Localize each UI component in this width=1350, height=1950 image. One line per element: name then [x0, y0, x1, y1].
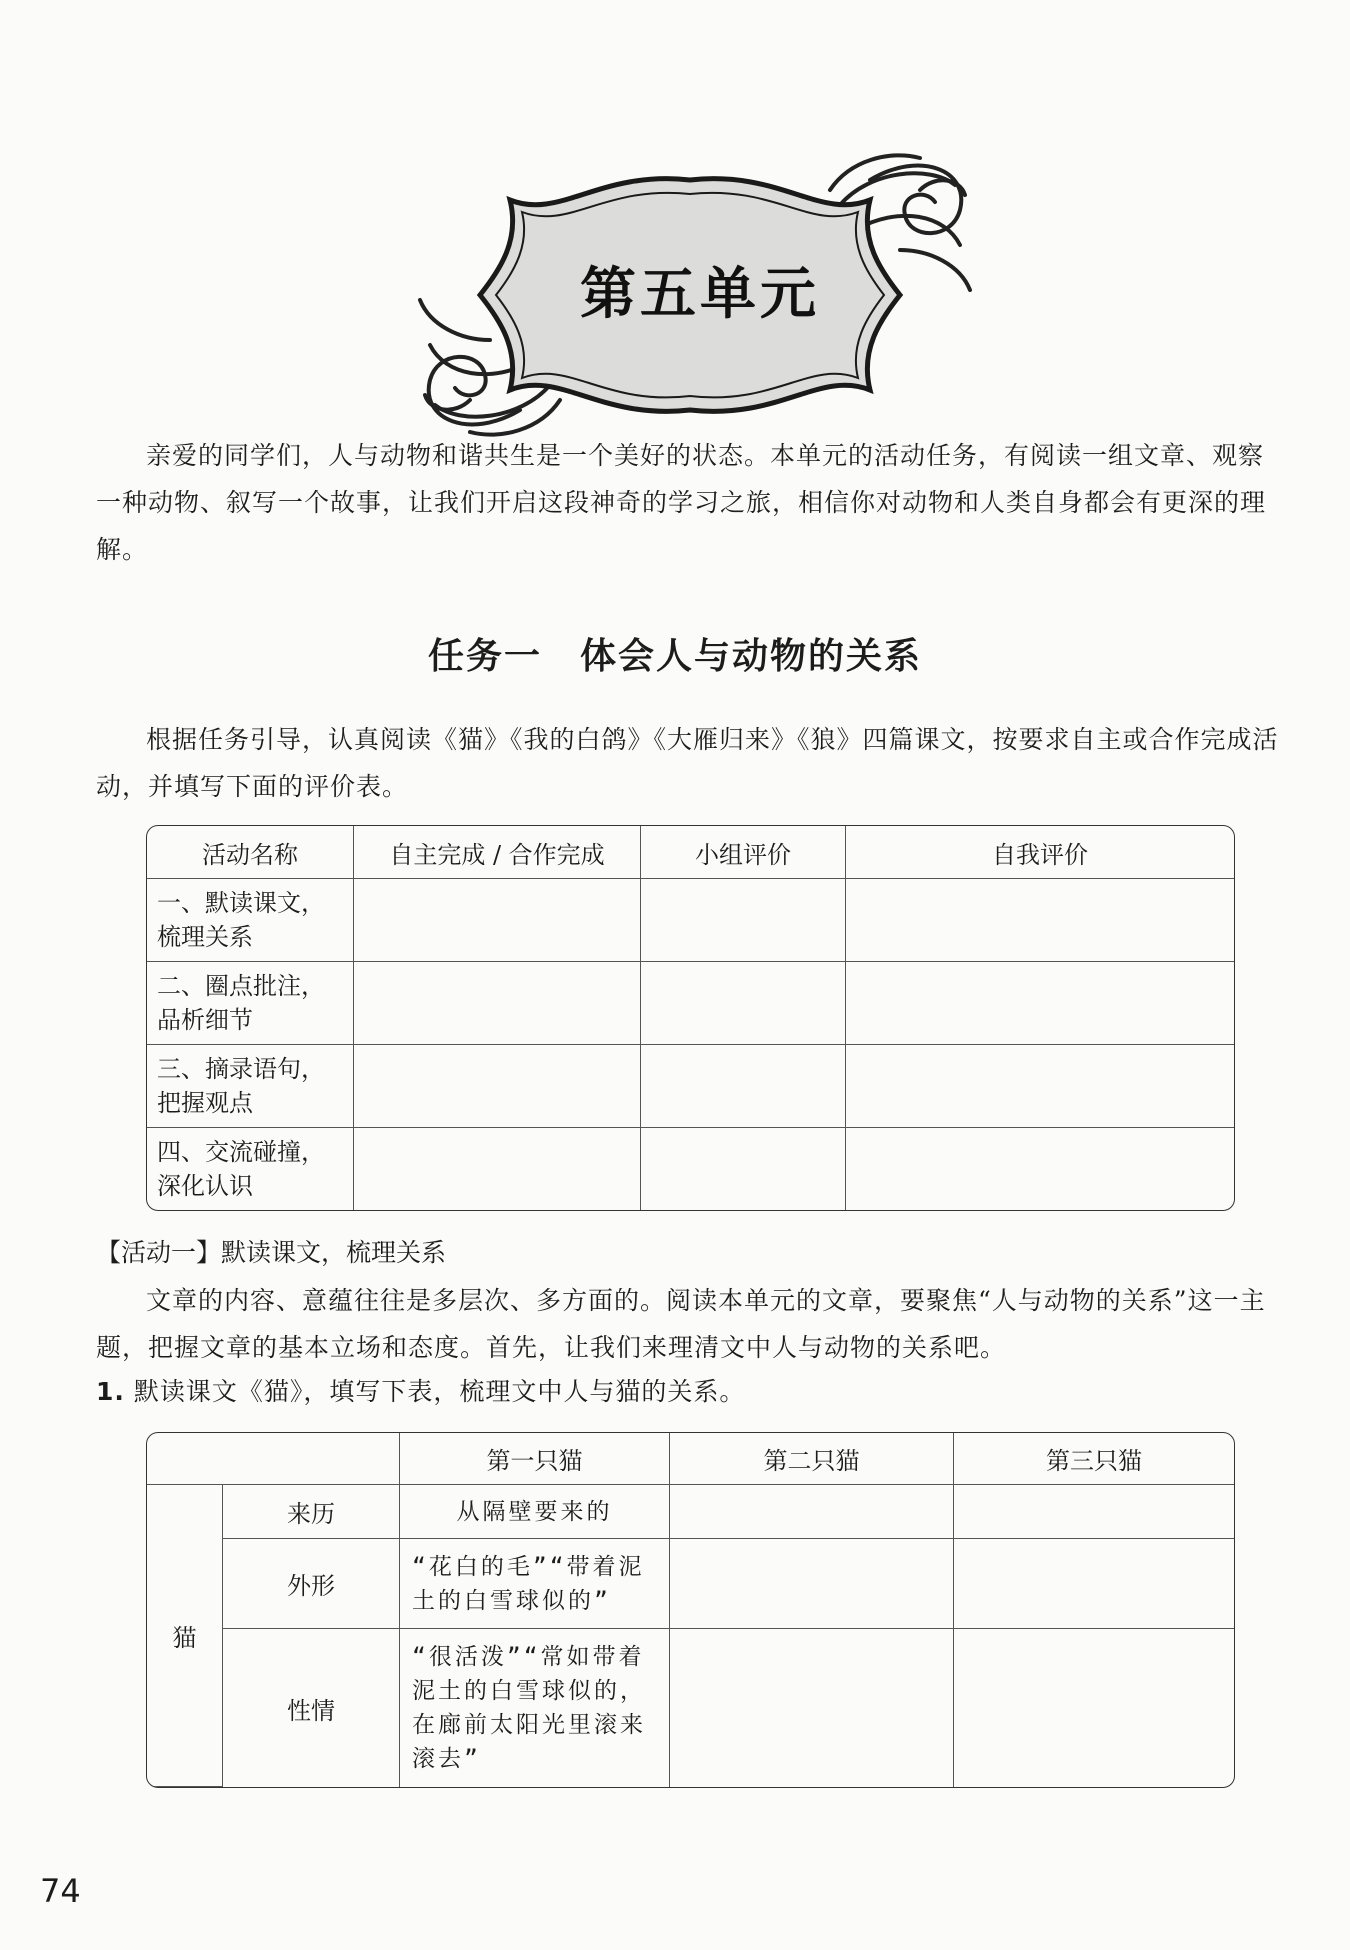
activity-name-line: 一、默读课文， — [157, 889, 325, 917]
group-eval-cell[interactable] — [641, 1045, 846, 1128]
row-label: 性情 — [223, 1629, 400, 1787]
self-eval-cell[interactable] — [846, 879, 1234, 962]
activity-name-line: 四、交流碰撞， — [157, 1138, 325, 1166]
unit-intro-paragraph: 亲爱的同学们，人与动物和谐共生是一个美好的状态。本单元的活动任务，有阅读一组文章、观察一种动物、叙写一个故事，让我们开启这段神奇的学习之旅，相信你对动物和人类自身都会有更深的理解。 — [96, 441, 1267, 564]
column-header: 自我评价 — [846, 826, 1234, 879]
column-header: 小组评价 — [641, 826, 846, 879]
question-number: 1. — [96, 1377, 125, 1406]
table-row — [147, 1539, 1234, 1629]
activity-name-cell — [147, 879, 354, 962]
cat-table — [146, 1432, 1235, 1788]
first-cat-cell: “花白的毛”“带着泥土的白雪球似的” — [400, 1539, 670, 1629]
self-eval-cell[interactable] — [846, 1128, 1234, 1210]
table-row — [147, 1629, 1234, 1787]
task-intro-paragraph: 根据任务引导，认真阅读《猫》《我的白鸽》《大雁归来》《狼》四篇课文，按要求自主或合作完成活动，并填写下面的评价表。 — [96, 725, 1279, 801]
activity-name-line: 深化认识 — [157, 1172, 253, 1200]
column-header: 活动名称 — [147, 826, 354, 879]
activity-name-line: 三、摘录语句， — [157, 1055, 325, 1083]
table-row — [147, 1128, 1234, 1210]
question-1 — [96, 1372, 745, 1408]
activity-name-cell — [147, 1128, 354, 1210]
self-eval-cell[interactable] — [846, 1045, 1234, 1128]
unit-title: 第五单元 — [580, 262, 820, 327]
activity-name-cell — [147, 1045, 354, 1128]
page-number: 74 — [40, 1872, 81, 1910]
activity-name-line: 二、圈点批注， — [157, 972, 325, 1000]
evaluation-table — [146, 825, 1235, 1211]
completion-cell[interactable] — [354, 1128, 641, 1210]
completion-cell[interactable] — [354, 1045, 641, 1128]
table-row — [147, 879, 1234, 962]
row-label: 来历 — [223, 1485, 400, 1539]
column-header: 第一只猫 — [400, 1433, 670, 1485]
task-title: 任务一 体会人与动物的关系 — [427, 635, 922, 677]
unit-banner — [400, 150, 990, 440]
second-cat-cell[interactable] — [670, 1539, 954, 1629]
table-row — [147, 1485, 1234, 1539]
third-cat-cell[interactable] — [954, 1629, 1234, 1787]
self-eval-cell[interactable] — [846, 962, 1234, 1045]
group-eval-cell[interactable] — [641, 962, 846, 1045]
activity-heading: 【活动一】默读课文，梳理关系 — [96, 1238, 447, 1267]
row-label: 外形 — [223, 1539, 400, 1629]
table-row — [147, 1045, 1234, 1128]
question-text: 默读课文《猫》，填写下表，梳理文中人与猫的关系。 — [133, 1377, 746, 1406]
blank-header-cell — [147, 1433, 400, 1485]
column-header: 第二只猫 — [670, 1433, 954, 1485]
column-header: 第三只猫 — [954, 1433, 1234, 1485]
activity-name-line: 品析细节 — [157, 1006, 253, 1034]
activity-name-cell — [147, 962, 354, 1045]
table-row — [147, 962, 1234, 1045]
table-header-row — [147, 826, 1234, 879]
group-label-cell: 猫 — [147, 1485, 223, 1787]
completion-cell[interactable] — [354, 879, 641, 962]
activity-intro-paragraph: 文章的内容、意蕴往往是多层次、多方面的。阅读本单元的文章，要聚焦“人与动物的关系”这一主题，把握文章的基本立场和态度。首先，让我们来理清文中人与动物的关系吧。 — [96, 1286, 1266, 1362]
group-eval-cell[interactable] — [641, 879, 846, 962]
column-header: 自主完成 / 合作完成 — [354, 826, 641, 879]
completion-cell[interactable] — [354, 962, 641, 1045]
second-cat-cell[interactable] — [670, 1629, 954, 1787]
activity-name-line: 梳理关系 — [157, 923, 253, 951]
second-cat-cell[interactable] — [670, 1485, 954, 1539]
group-eval-cell[interactable] — [641, 1128, 846, 1210]
table-header-row — [147, 1433, 1234, 1485]
first-cat-cell: 从隔壁要来的 — [400, 1485, 670, 1539]
first-cat-cell: “很活泼”“常如带着泥土的白雪球似的，在廊前太阳光里滚来滚去” — [400, 1629, 670, 1787]
activity-name-line: 把握观点 — [157, 1089, 253, 1117]
third-cat-cell[interactable] — [954, 1485, 1234, 1539]
third-cat-cell[interactable] — [954, 1539, 1234, 1629]
